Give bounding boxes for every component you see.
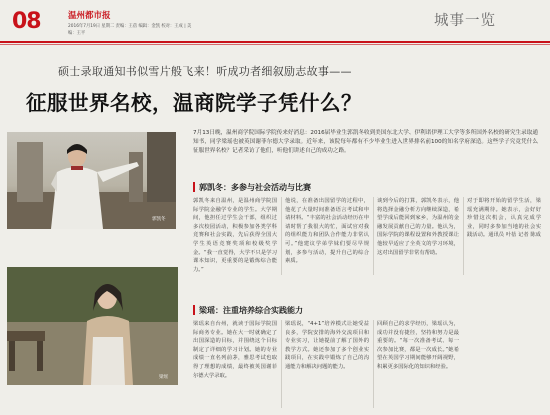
column-divider [281,197,282,275]
article-headline: 征服世界名校，温商院学子凭什么？ [26,91,362,115]
section-1-title: 郭凯冬：多参与社会活动与比赛 [199,183,311,192]
section-tag: 城事一览 [434,13,496,29]
section-2-title: 梁瑶：注重培养综合实践能力 [199,306,303,315]
section-2-column-1: 梁瑶来自台州，就读于国际学院国际商务专业。她在大一时就确定了出国深造的目标，并围绕这个目标制定了详细的学习计划。她的专业成绩一直名列前茅，雅思考试也取得了理想的成绩，最终被英国谢菲尔德大学录取。 [193,321,277,379]
section-1-column-3-cont: 对于即将开始的留学生活，梁瑶充满期待。她表示，会好好珍惜这次机会，认真完成学业，同时多参加当地的社会实践活动。通讯员 叶蓓 记者 陈成 [467,198,541,239]
edition-info: 2016年7月19日 星期二 责编：王蓓 编辑：金凯 校对：王成 | 美编：王平 [68,24,192,36]
column-divider [373,197,374,275]
section-marker [193,182,195,192]
header-rule [0,41,550,43]
header-rule-thin [0,44,550,45]
column-divider [281,320,282,408]
page-header [0,0,550,44]
page-number: 08 [12,9,41,34]
section-2-column-2: 梁瑶说，“4+1”培养模式让她受益良多，学院安排的海外交流项目和专业实习，让她提前了解了国外的教学方式。她还参加了多个创业实践项目，在实践中锻炼了自己的沟通能力和解决问题的能力。 [285,321,369,370]
paper-name: 温州都市报 [68,11,111,21]
photo-caption-1: 郭凯冬 [152,217,166,222]
section-1-column-2: 他说，在准备出国留学的过程中，他花了大量时间准备语言考试和申请材料。“丰富的社会活动经历在申请时帮了我很大的忙，面试官对我的组织能力和团队合作能力非常认可。”他建议学弟学妹们要尽早规划，多参与活动，提升自己的综合素质。 [285,198,369,265]
article-subhead: 硕士录取通知书似雪片般飞来！听成功者细叙励志故事—— [58,65,352,78]
section-marker [193,305,195,315]
photo-caption-2: 梁瑶 [159,375,168,380]
photo-student-1 [7,132,176,229]
section-2-column-3: 回顾自己的求学经历，梁瑶认为，成功并没有捷径，坚持和努力是最重要的。“每一次准备考试、每一次参加比赛，都是一次成长。”她希望在英国学习期间能够开阔视野，积累更多国际化的知识和经验。 [377,321,459,370]
article-intro: 7月13日晚，温州商学院国际学院传来好消息：2016届毕业生郭凯冬收到美国东北大学、伊利诺伊理工大学等多所国外名校的研究生录取通知书，同学梁瑶也被英国谢菲尔德大学录取。近年来，该院每年都有不少毕业生进入世界排名前100的知名学府深造。这些学子究竟凭什么征服世界名校？记者采访了他们，听他们讲述自己的成功之路。 [193,130,538,155]
section-1-column-1: 郭凯冬来自温州，是温州商学院国际学院金融学专业的学生。大学期间，他担任过学生会干部，组织过多次校园活动，积极参加各类学科竞赛和社会实践，先后获得全国大学生英语竞赛奖项和校级奖学金。“我一直觉得，大学不只是学习课本知识，更重要的是锻炼综合能力。” [193,198,277,273]
column-divider [373,320,374,408]
photo-student-2 [7,267,178,385]
column-divider [463,197,464,275]
section-1-column-3: 谈到今后的打算，郭凯冬表示，他将选择金融分析方向继续深造，希望学成后能回到家乡，为温州的金融发展贡献自己的力量。他认为，国际学院的课程设置和外教授课让他较早适应了全英文的学习环境，这对出国留学非常有帮助。 [377,198,459,256]
